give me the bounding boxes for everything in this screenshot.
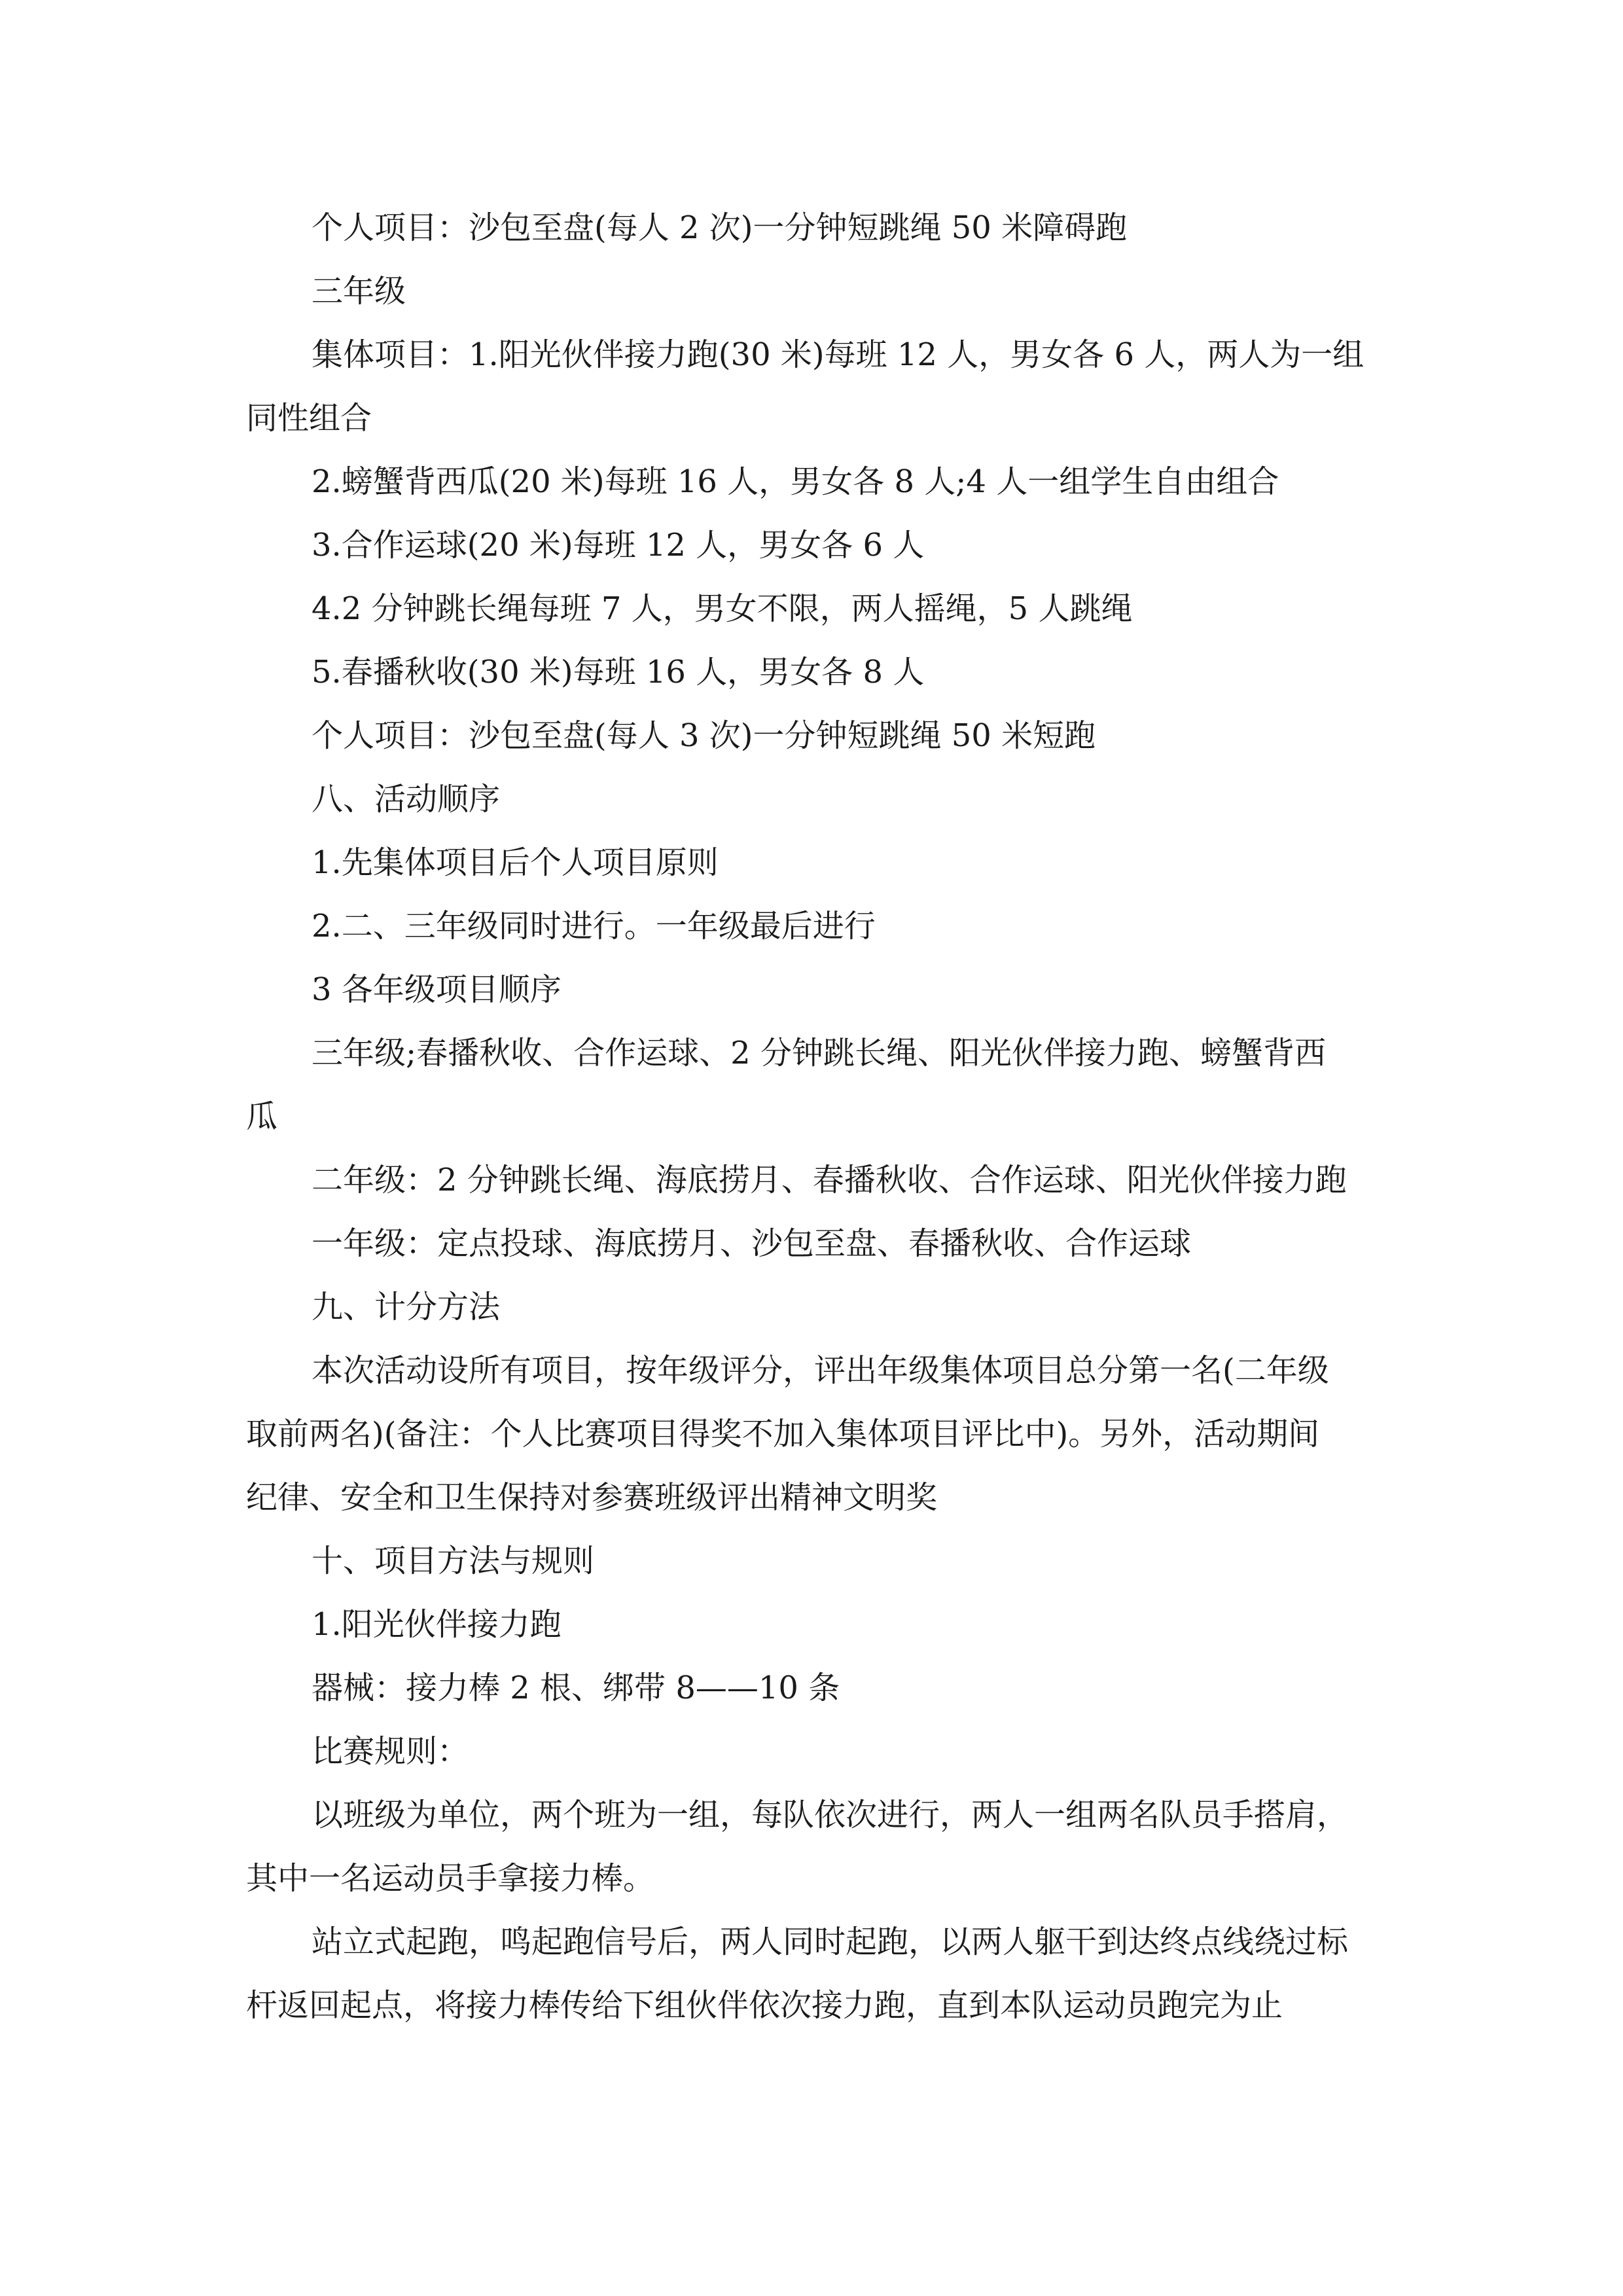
section-heading-scoring: 九、计分方法	[312, 1289, 501, 1325]
paragraph-line: 本次活动设所有项目，按年级评分，评出年级集体项目总分第一名(二年级	[312, 1352, 1329, 1389]
paragraph-line: 站立式起跑，鸣起跑信号后，两人同时起跑，以两人躯干到达终点线绕过标	[312, 1924, 1349, 1960]
paragraph-line: 5.春播秋收(30 米)每班 16 人，男女各 8 人	[312, 654, 925, 691]
paragraph-line: 个人项目：沙包至盘(每人 2 次)一分钟短跳绳 50 米障碍跑	[312, 209, 1128, 246]
paragraph-line: 1.阳光伙伴接力跑	[312, 1606, 562, 1643]
paragraph-line: 一年级：定点投球、海底捞月、沙包至盘、春播秋收、合作运球	[312, 1225, 1192, 1262]
paragraph-line: 三年级;春播秋收、合作运球、2 分钟跳长绳、阳光伙伴接力跑、螃蟹背西	[312, 1035, 1326, 1071]
paragraph-line: 其中一名运动员手拿接力棒。	[246, 1860, 655, 1897]
paragraph-line: 纪律、安全和卫生保持对参赛班级评出精神文明奖	[246, 1479, 938, 1516]
paragraph-line: 取前两名)(备注：个人比赛项目得奖不加入集体项目评比中)。另外，活动期间	[246, 1416, 1320, 1452]
paragraph-line: 器械：接力棒 2 根、绑带 8——10 条	[312, 1670, 840, 1706]
section-heading-activity-order: 八、活动顺序	[312, 781, 501, 817]
paragraph-line: 4.2 分钟跳长绳每班 7 人，男女不限，两人摇绳，5 人跳绳	[312, 590, 1133, 627]
paragraph-line: 2.二、三年级同时进行。一年级最后进行	[312, 908, 876, 944]
paragraph-line: 以班级为单位，两个班为一组，每队依次进行，两人一组两名队员手搭肩，	[312, 1797, 1349, 1833]
paragraph-line: 二年级：2 分钟跳长绳、海底捞月、春播秋收、合作运球、阳光伙伴接力跑	[312, 1162, 1347, 1198]
paragraph-line: 个人项目：沙包至盘(每人 3 次)一分钟短跳绳 50 米短跑	[312, 717, 1096, 754]
paragraph-line: 集体项目：1.阳光伙伴接力跑(30 米)每班 12 人，男女各 6 人，两人为一组	[312, 336, 1364, 373]
paragraph-line: 1.先集体项目后个人项目原则	[312, 844, 719, 881]
section-heading-grade-three: 三年级	[312, 273, 406, 310]
paragraph-line: 2.螃蟹背西瓜(20 米)每班 16 人，男女各 8 人;4 人一组学生自由组合	[312, 463, 1279, 500]
document-body	[246, 196, 1385, 2037]
paragraph-line: 比赛规则：	[312, 1733, 469, 1770]
paragraph-line: 同性组合	[246, 400, 372, 437]
section-heading-rules: 十、项目方法与规则	[312, 1543, 595, 1579]
paragraph-line: 3.合作运球(20 米)每班 12 人，男女各 6 人	[312, 527, 925, 564]
paragraph-line: 杆返回起点，将接力棒传给下组伙伴依次接力跑，直到本队运动员跑完为止	[246, 1987, 1283, 2024]
paragraph-line: 瓜	[246, 1098, 278, 1135]
paragraph-line: 3 各年级项目顺序	[312, 971, 562, 1008]
